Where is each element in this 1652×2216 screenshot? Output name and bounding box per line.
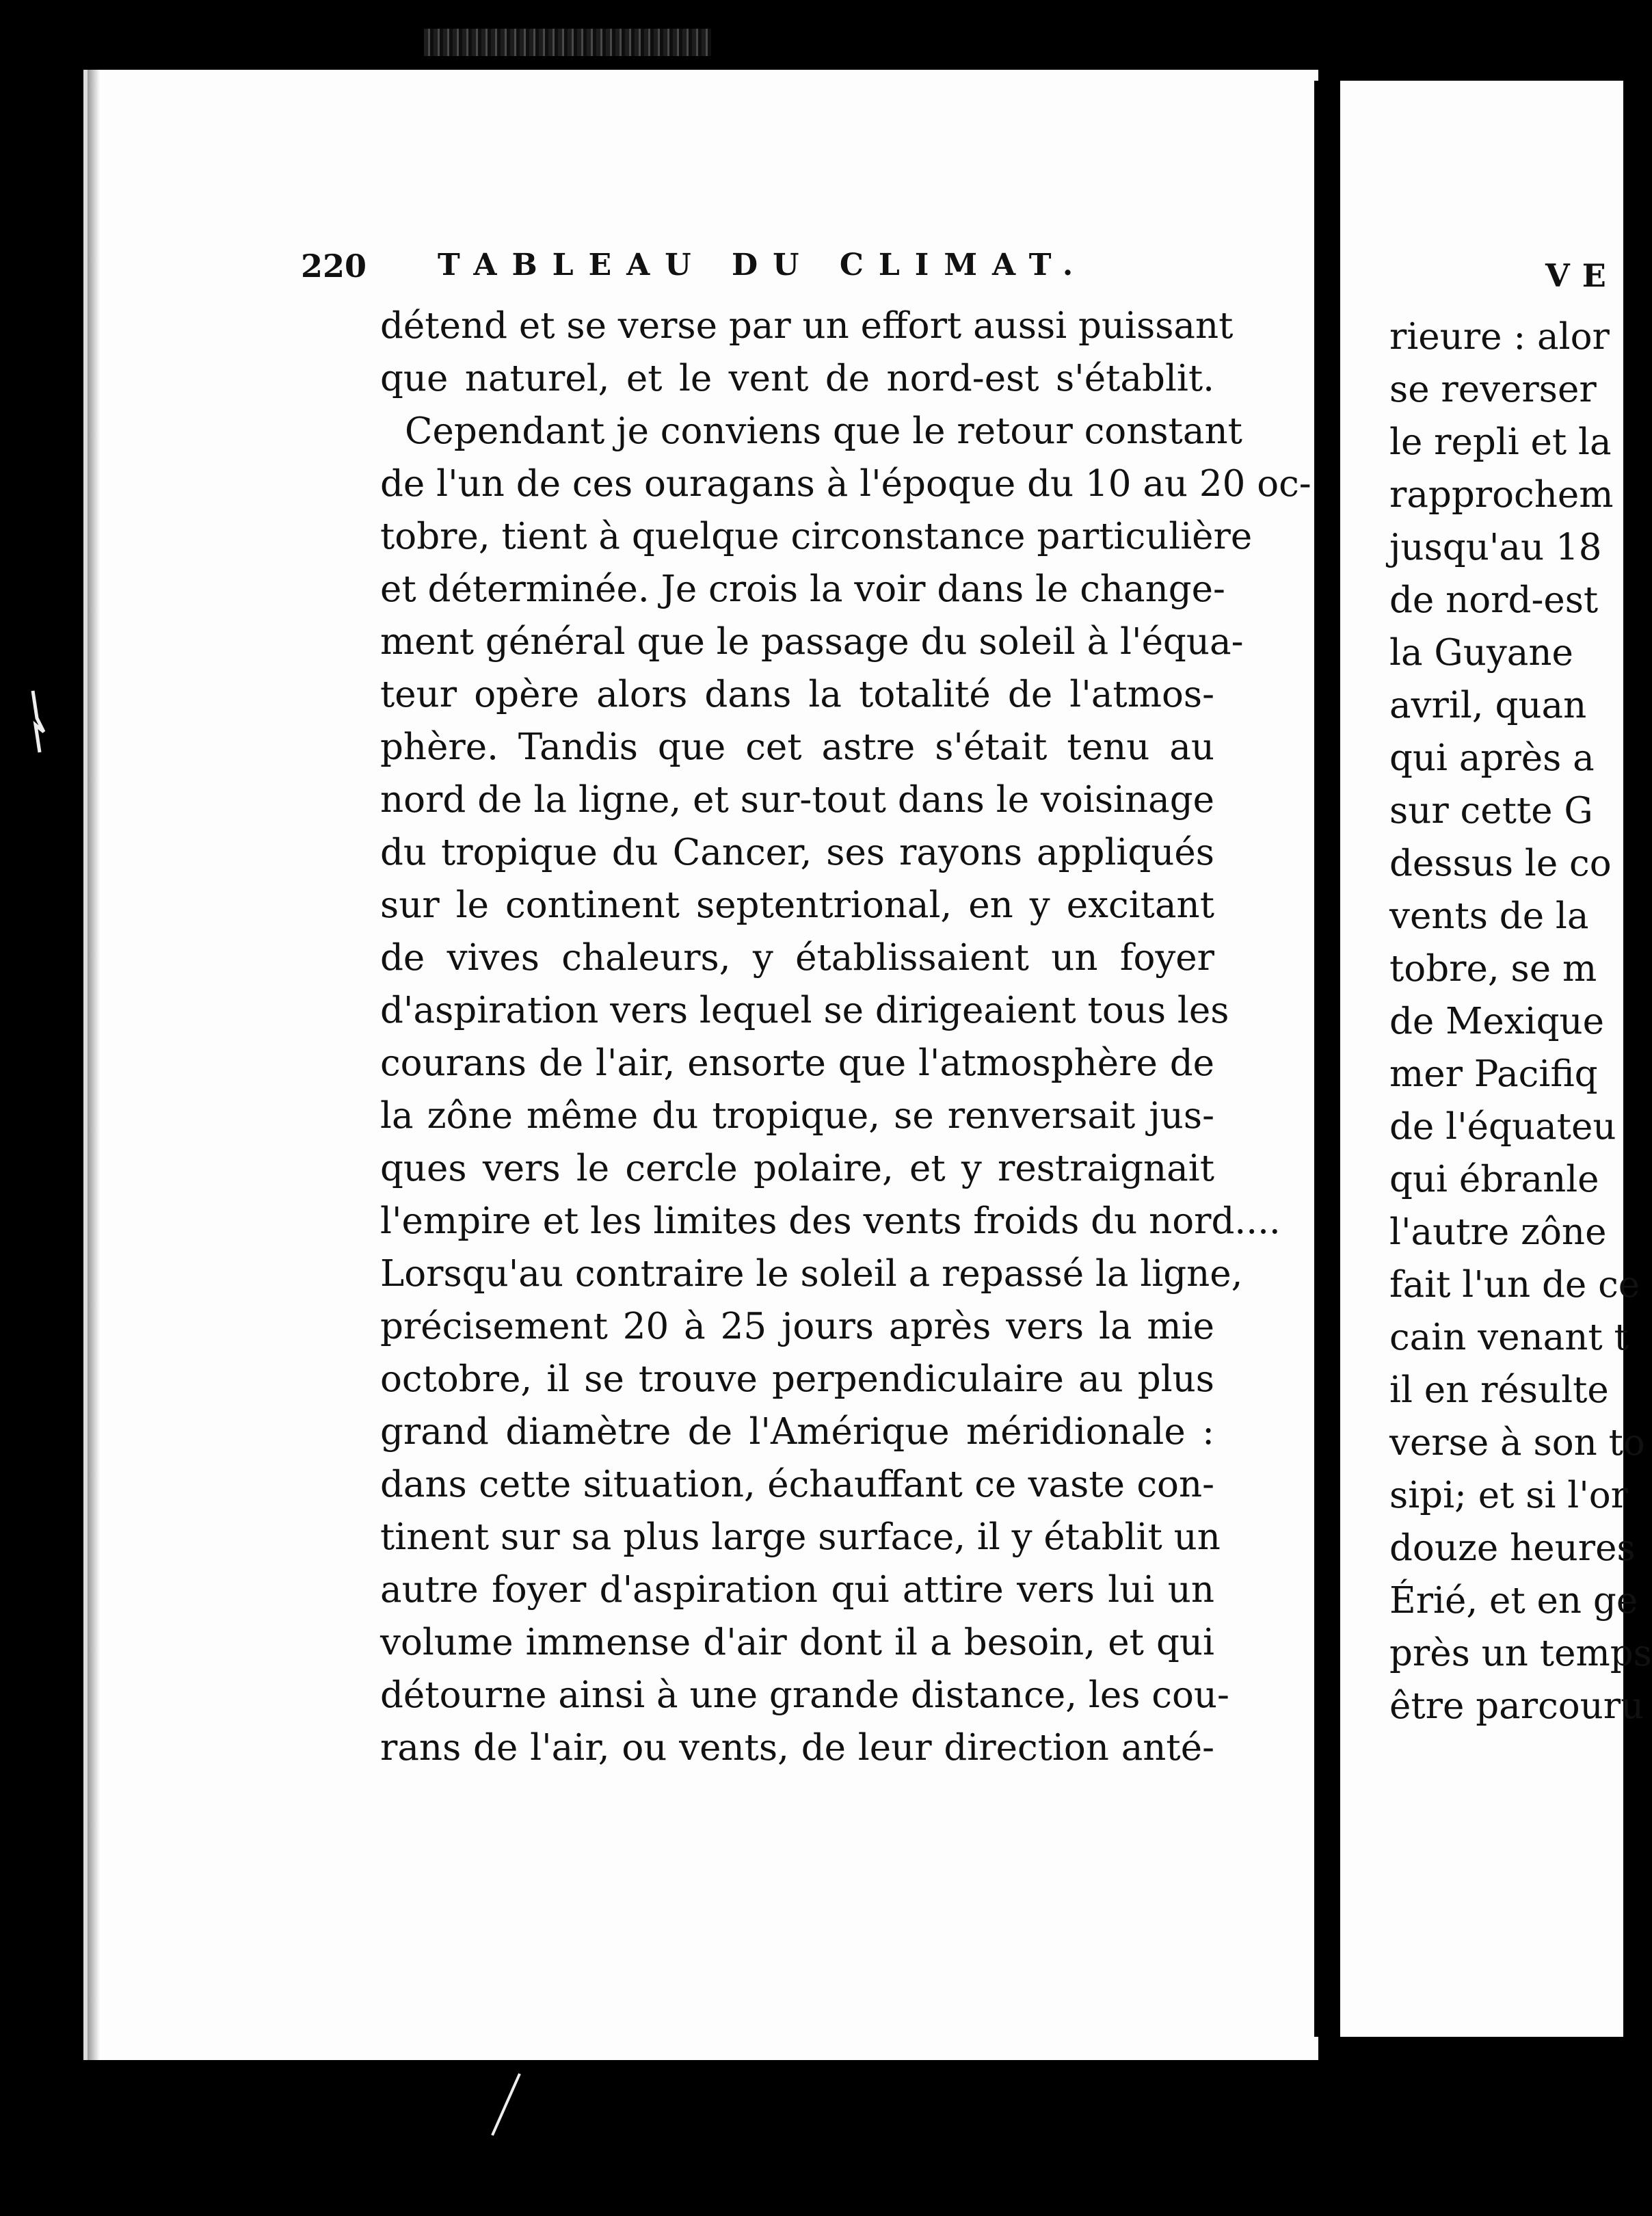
text-line: précisement 20 à 25 jours après vers la mie bbox=[380, 1306, 1214, 1347]
text-line: Cependant je conviens que le retour constant bbox=[405, 410, 1242, 452]
right-line: sipi; et si l'or bbox=[1389, 1475, 1629, 1516]
right-line: être parcouru bbox=[1389, 1685, 1644, 1727]
right-running-title: VE bbox=[1545, 257, 1618, 294]
text-line: ment général que le passage du soleil à l'équa- bbox=[380, 621, 1244, 663]
right-line: rieure : alor bbox=[1389, 316, 1610, 358]
body-text bbox=[380, 300, 1311, 1774]
page-gutter bbox=[1314, 81, 1340, 2037]
text-line: rans de l'air, ou vents, de leur direction anté- bbox=[380, 1727, 1214, 1769]
text-line: phère. Tandis que cet astre s'était tenu au bbox=[380, 726, 1214, 768]
right-text-block bbox=[1389, 311, 1652, 1732]
right-line: jusqu'au 18 bbox=[1389, 527, 1602, 568]
text-line: teur opère alors dans la totalité de l'atmos- bbox=[380, 674, 1214, 715]
right-line: il en résulte bbox=[1389, 1369, 1609, 1411]
right-line: rapprochem bbox=[1389, 474, 1614, 516]
right-line: cain venant t bbox=[1389, 1317, 1629, 1358]
right-line: dessus le co bbox=[1389, 843, 1612, 884]
text-line: octobre, il se trouve perpendiculaire au plus bbox=[380, 1358, 1214, 1400]
text-line: ques vers le cercle polaire, et y restraignait bbox=[380, 1148, 1214, 1189]
text-line: détend et se verse par un effort aussi puissant bbox=[380, 305, 1234, 347]
text-line: Lorsqu'au contraire le soleil a repassé la ligne, bbox=[380, 1253, 1243, 1295]
scan-artifact-mark bbox=[479, 2074, 533, 2135]
text-line: de vives chaleurs, y établissaient un foyer bbox=[380, 937, 1214, 979]
text-line: grand diamètre de l'Amérique méridionale : bbox=[380, 1411, 1214, 1453]
right-line: la Guyane bbox=[1389, 632, 1573, 674]
text-line: détourne ainsi à une grande distance, les cou- bbox=[380, 1674, 1229, 1716]
text-line: et déterminée. Je crois la voir dans le change- bbox=[380, 568, 1225, 610]
left-page-edge bbox=[88, 70, 100, 2060]
text-line: courans de l'air, ensorte que l'atmosphère de bbox=[380, 1042, 1214, 1084]
text-line: que naturel, et le vent de nord-est s'établit. bbox=[380, 358, 1214, 399]
right-line: mer Pacifiq bbox=[1389, 1053, 1598, 1095]
text-line: la zône même du tropique, se renversait jus- bbox=[380, 1095, 1214, 1137]
text-line: d'aspiration vers lequel se dirigeaient tous les bbox=[380, 990, 1229, 1031]
right-line: fait l'un de ce bbox=[1389, 1264, 1640, 1306]
right-line: avril, quan bbox=[1389, 685, 1587, 726]
right-line: vents de la bbox=[1389, 895, 1589, 937]
text-line: nord de la ligne, et sur-tout dans le voisinage bbox=[380, 779, 1214, 821]
text-line: volume immense d'air dont il a besoin, et qui bbox=[380, 1622, 1214, 1663]
right-line: verse à son to bbox=[1389, 1422, 1645, 1464]
right-page bbox=[1340, 81, 1652, 2037]
right-line: douze heures bbox=[1389, 1527, 1636, 1569]
text-line: tobre, tient à quelque circonstance particulière bbox=[380, 516, 1253, 557]
running-title: TABLEAU DU CLIMAT. bbox=[438, 248, 1089, 282]
page-header bbox=[301, 248, 1217, 295]
binding-smudge bbox=[424, 29, 711, 56]
text-line: l'empire et les limites des vents froids du nord.... bbox=[380, 1200, 1281, 1242]
right-line: se reverser bbox=[1389, 369, 1597, 410]
text-line: sur le continent septentrional, en y excitant bbox=[380, 884, 1214, 926]
right-line: de nord-est bbox=[1389, 579, 1599, 621]
right-line: le repli et la bbox=[1389, 421, 1612, 463]
page-number: 220 bbox=[301, 248, 367, 285]
scan-artifact-mark bbox=[27, 691, 48, 752]
text-line: autre foyer d'aspiration qui attire vers lui un bbox=[380, 1569, 1214, 1611]
right-line: Érié, et en ge bbox=[1389, 1580, 1638, 1622]
right-line: qui après a bbox=[1389, 737, 1595, 779]
right-line: de Mexique bbox=[1389, 1001, 1605, 1042]
right-line: qui ébranle bbox=[1389, 1159, 1599, 1200]
right-line: l'autre zône bbox=[1389, 1211, 1607, 1253]
right-line: de l'équateu bbox=[1389, 1106, 1616, 1148]
right-line: sur cette G bbox=[1389, 790, 1593, 832]
text-line: du tropique du Cancer, ses rayons appliqués bbox=[380, 832, 1214, 873]
text-line: dans cette situation, échauffant ce vaste con- bbox=[380, 1464, 1214, 1505]
text-line: tinent sur sa plus large surface, il y établit un bbox=[380, 1516, 1221, 1558]
text-line: de l'un de ces ouragans à l'époque du 10 au 20 oc- bbox=[380, 463, 1311, 505]
right-line: près un temps bbox=[1389, 1633, 1652, 1674]
right-line: tobre, se m bbox=[1389, 948, 1597, 990]
